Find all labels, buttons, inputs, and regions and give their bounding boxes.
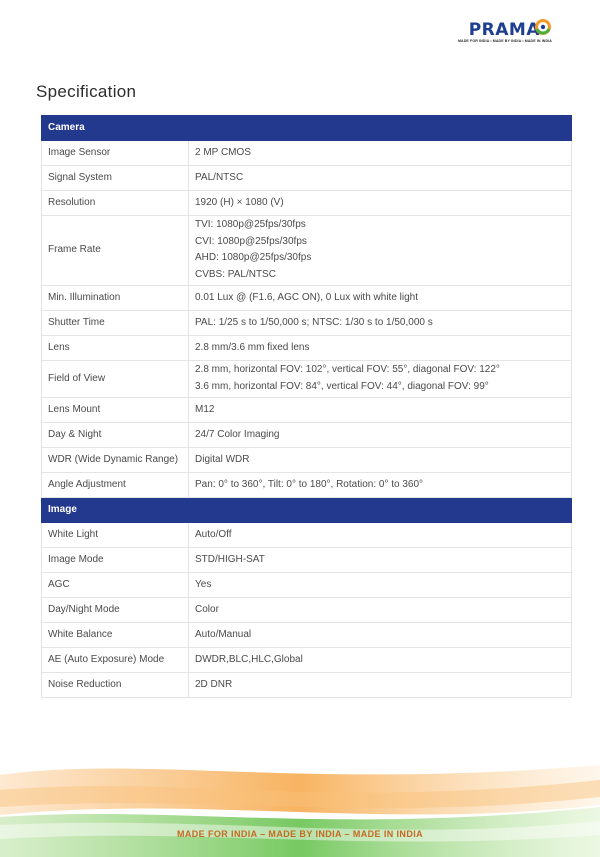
table-row bbox=[42, 473, 572, 498]
spec-label: Field of View bbox=[42, 361, 189, 398]
spec-label: Noise Reduction bbox=[42, 673, 189, 698]
table-row bbox=[42, 311, 572, 336]
spec-value-line: CVBS: PAL/NTSC bbox=[195, 268, 276, 280]
footer-slogan: MADE FOR INDIA – MADE BY INDIA – MADE IN INDIA bbox=[176, 829, 424, 839]
spec-value bbox=[189, 311, 572, 336]
spec-value-line: PAL: 1/25 s to 1/50,000 s; NTSC: 1/30 s to 1/50,000 s bbox=[195, 316, 433, 328]
spec-value bbox=[189, 648, 572, 673]
spec-value-line: 2.8 mm, horizontal FOV: 102°, vertical FOV: 55°, diagonal FOV: 122° bbox=[195, 364, 500, 375]
spec-value-line: M12 bbox=[195, 403, 215, 415]
spec-label: Resolution bbox=[42, 191, 189, 216]
spec-label: WDR (Wide Dynamic Range) bbox=[42, 448, 189, 473]
table-row bbox=[42, 286, 572, 311]
spec-value-line: 2 MP CMOS bbox=[195, 146, 251, 158]
spec-label: Image Mode bbox=[42, 548, 189, 573]
section-header-label: Image bbox=[42, 498, 572, 523]
table-row bbox=[42, 361, 572, 398]
logo-tagline: MADE FOR INDIA • MADE BY INDIA • MADE IN INDIA bbox=[457, 39, 552, 43]
spec-value bbox=[189, 673, 572, 698]
section-header-label: Camera bbox=[42, 116, 572, 141]
spec-label: White Light bbox=[42, 523, 189, 548]
table-row bbox=[42, 623, 572, 648]
spec-value bbox=[189, 598, 572, 623]
table-row bbox=[42, 166, 572, 191]
section-header bbox=[42, 116, 572, 141]
spec-value bbox=[189, 191, 572, 216]
spec-value bbox=[189, 448, 572, 473]
spec-label: Min. Illumination bbox=[42, 286, 189, 311]
spec-value bbox=[189, 523, 572, 548]
spec-value bbox=[189, 141, 572, 166]
logo-wordmark: PRAMA bbox=[468, 20, 540, 40]
table-row bbox=[42, 141, 572, 166]
spec-label: Angle Adjustment bbox=[42, 473, 189, 498]
spec-value-line: Yes bbox=[195, 578, 212, 590]
spec-value bbox=[189, 623, 572, 648]
spec-value bbox=[189, 423, 572, 448]
spec-value bbox=[189, 286, 572, 311]
table-row bbox=[42, 523, 572, 548]
spec-value-line: 24/7 Color Imaging bbox=[195, 428, 280, 440]
spec-value bbox=[189, 361, 572, 398]
spec-value-line: TVI: 1080p@25fps/30fps bbox=[195, 219, 306, 230]
spec-label: AE (Auto Exposure) Mode bbox=[42, 648, 189, 673]
spec-label: Lens Mount bbox=[42, 398, 189, 423]
page-title: Specification bbox=[36, 82, 137, 101]
table-row bbox=[42, 673, 572, 698]
spec-value bbox=[189, 398, 572, 423]
table-row bbox=[42, 398, 572, 423]
spec-value bbox=[189, 573, 572, 598]
spec-label: Day & Night bbox=[42, 423, 189, 448]
spec-value-line: PAL/NTSC bbox=[195, 171, 244, 183]
spec-value-line: AHD: 1080p@25fps/30fps bbox=[195, 252, 312, 263]
spec-label: White Balance bbox=[42, 623, 189, 648]
spec-label: Image Sensor bbox=[42, 141, 189, 166]
spec-label: Shutter Time bbox=[42, 311, 189, 336]
table-row bbox=[42, 573, 572, 598]
prama-logo bbox=[452, 18, 552, 48]
table-row bbox=[42, 191, 572, 216]
spec-value-line: Pan: 0° to 360°, Tilt: 0° to 180°, Rotation: 0° to 360° bbox=[195, 478, 424, 490]
spec-value bbox=[189, 548, 572, 573]
spec-value-line: Auto/Manual bbox=[195, 628, 252, 640]
specification-table bbox=[41, 115, 572, 698]
spec-label: Signal System bbox=[42, 166, 189, 191]
spec-label: Frame Rate bbox=[42, 216, 189, 286]
table-row bbox=[42, 648, 572, 673]
spec-value-line: 0.01 Lux @ (F1.6, AGC ON), 0 Lux with white light bbox=[195, 291, 419, 303]
spec-value-line: Color bbox=[195, 603, 219, 615]
spec-value bbox=[189, 166, 572, 191]
table-row bbox=[42, 448, 572, 473]
table-row bbox=[42, 216, 572, 286]
spec-value bbox=[189, 216, 572, 286]
table-row bbox=[42, 336, 572, 361]
spec-label: Lens bbox=[42, 336, 189, 361]
spec-value-line: STD/HIGH-SAT bbox=[195, 553, 265, 565]
logo-swirl-icon bbox=[534, 18, 552, 36]
spec-label: Day/Night Mode bbox=[42, 598, 189, 623]
spec-value-line: 3.6 mm, horizontal FOV: 84°, vertical FOV: 44°, diagonal FOV: 99° bbox=[195, 380, 489, 392]
spec-value-line: DWDR,BLC,HLC,Global bbox=[195, 653, 303, 665]
spec-value bbox=[189, 473, 572, 498]
spec-value-line: Digital WDR bbox=[195, 453, 250, 465]
table-row bbox=[42, 548, 572, 573]
spec-value-line: 1920 (H) × 1080 (V) bbox=[195, 196, 284, 208]
table-row bbox=[42, 598, 572, 623]
spec-value-line: Auto/Off bbox=[195, 528, 232, 540]
table-row bbox=[42, 423, 572, 448]
spec-value bbox=[189, 336, 572, 361]
spec-value-line: 2D DNR bbox=[195, 678, 233, 690]
section-header bbox=[42, 498, 572, 523]
spec-label: AGC bbox=[42, 573, 189, 598]
spec-value-line: 2.8 mm/3.6 mm fixed lens bbox=[195, 341, 310, 353]
spec-value-line: CVI: 1080p@25fps/30fps bbox=[195, 235, 307, 247]
